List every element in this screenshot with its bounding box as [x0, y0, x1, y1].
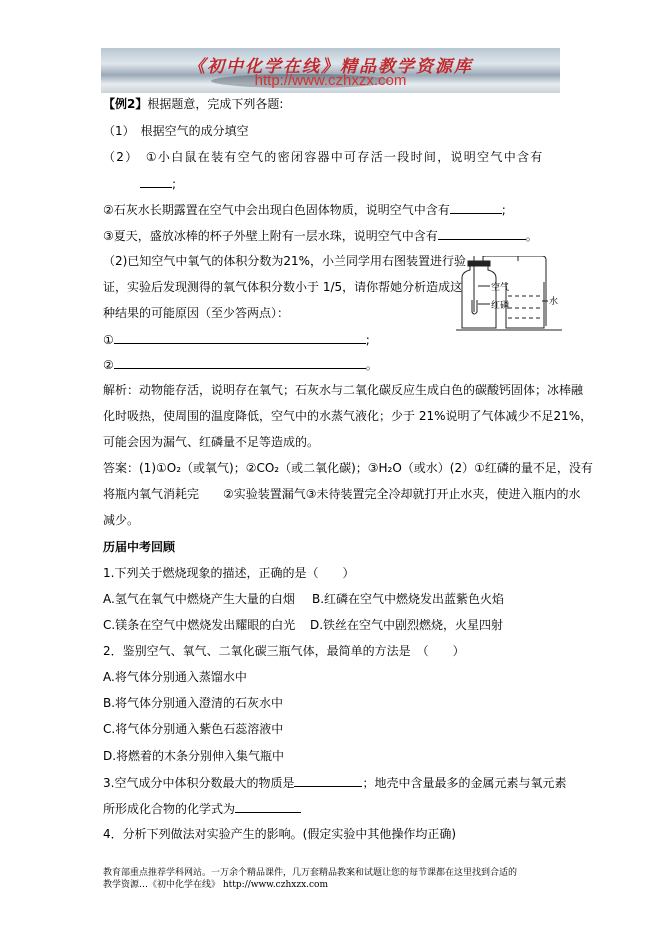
answer-blank[interactable] — [140, 176, 172, 188]
mc2-question: 2．鉴别空气、氧气、二氧化碳三瓶气体，最简单的方法是 （ ） — [103, 644, 465, 658]
footer-url[interactable]: http://www.czhxzx.com — [222, 880, 329, 890]
example-text: 根据题意，完成下列各题: — [147, 97, 284, 111]
q3-line1: 3.空气成分中体积分数最大的物质是 ；地壳中含量最多的金属元素与氧元素 — [103, 776, 567, 790]
q2-1-blank-line: ; — [140, 176, 176, 191]
mc1-question: 1.下列关于燃烧现象的描述，正确的是（ ） — [103, 566, 355, 580]
q2b-line2: 证，实验后发现测得的氧气体积分数小于 1/5，请你帮她分析造成这 — [103, 280, 463, 294]
mc1-option-c: C.镁条在空气中燃烧发出耀眼的白光 — [103, 618, 296, 632]
answer-blank[interactable] — [235, 801, 301, 813]
q2b-line3: 种结果的可能原因（至少答两点）： — [103, 306, 290, 320]
section-heading: 历届中考回顾 — [103, 540, 176, 554]
answer-blank[interactable] — [450, 202, 502, 214]
q2-3-line: ③夏天，盛放冰棒的杯子外壁上附有一层水珠，说明空气中含有 。 — [103, 229, 538, 243]
example-heading — [103, 97, 283, 111]
mc1-option-d: D.铁丝在空气中剧烈燃烧，火星四射 — [310, 618, 504, 632]
footer-line1: 教育部重点推荐学科网站。一万余个精品课件，几万套精品教案和试题让您的每节课都在这里找到合适的 — [103, 868, 518, 878]
q1-line: （1） 根据空气的成分填空 — [103, 124, 249, 138]
banner-title: 《初中化学在线》精品教学资源库 — [188, 57, 473, 77]
q4-line: 4．分析下列做法对实验产生的影响。(假定实验中其他操作均正确) — [103, 827, 457, 841]
q2-2-line: ②石灰水长期露置在空气中会出现白色固体物质，说明空气中含有 ; — [103, 203, 506, 217]
answer-line2: 将瓶内氧气消耗完 ②实验装置漏气③未待装置完全冷却就打开止水夹，使进入瓶内的水 — [103, 487, 581, 501]
analysis-line3: 可能会因为漏气、红磷量不足等造成的。 — [103, 435, 320, 449]
label-air: 空气 — [491, 283, 510, 293]
answer-blank[interactable] — [294, 775, 362, 787]
mc2-option-b: B.将气体分别通入澄清的石灰水中 — [103, 696, 284, 710]
q2b-line1: （2)已知空气中氧气的体积分数为21%，小兰同学用右图装置进行验 — [103, 254, 466, 268]
mc1-option-b: B.红磷在空气中燃烧发出蓝紫色火焰 — [312, 592, 505, 606]
mc1-option-a: A.氢气在氧气中燃烧产生大量的白烟 — [103, 592, 295, 606]
experiment-apparatus-figure — [456, 256, 562, 332]
mc2-option-a: A.将气体分别通入蒸馏水中 — [103, 670, 247, 684]
header-banner — [101, 48, 560, 93]
reason-1-line: ① ; — [103, 333, 370, 347]
label-phosphorus: 红磷 — [491, 301, 510, 311]
mc2-option-c: C.将气体分别通入紫色石蕊溶液中 — [103, 722, 284, 736]
flask — [462, 264, 496, 328]
example-label: 【例2】 — [103, 97, 148, 111]
banner-url[interactable]: http://www.czhxzx.com — [254, 72, 407, 89]
answer-line1: 答案：(1)①O₂（或氧气)；②CO₂（或二氧化碳)；③H₂O（或水）(2）①红磷的量不足，没有 — [103, 461, 593, 475]
mc2-option-d: D.将燃着的木条分别伸入集气瓶中 — [103, 749, 285, 763]
reason-2-line: ② 。 — [103, 358, 378, 372]
beaker — [506, 282, 544, 328]
label-water: 水 — [549, 297, 559, 307]
analysis-line1: 解析：动物能存活，说明存在氧气；石灰水与二氧化碳反应生成白色的碳酸钙固体；冰棒融 — [103, 383, 584, 397]
answer-blank[interactable] — [114, 357, 366, 369]
q2-1-line: （2） ①小白鼠在装有空气的密闭容器中可存活一段时间，说明空气中含有 — [103, 150, 544, 164]
footer-line2: 教学资源…《初中化学在线》 http://www.czhxzx.com — [103, 880, 329, 890]
answer-blank[interactable] — [438, 228, 526, 240]
answer-line3: 减少。 — [103, 513, 140, 527]
analysis-line2: 化时吸热，使周围的温度降低，空气中的水蒸气液化；少于 21%说明了气体减少不足21%， — [103, 409, 593, 423]
q3-line2: 所形成化合物的化学式为 — [103, 801, 301, 816]
stopper — [468, 261, 490, 266]
answer-blank[interactable] — [114, 332, 366, 344]
